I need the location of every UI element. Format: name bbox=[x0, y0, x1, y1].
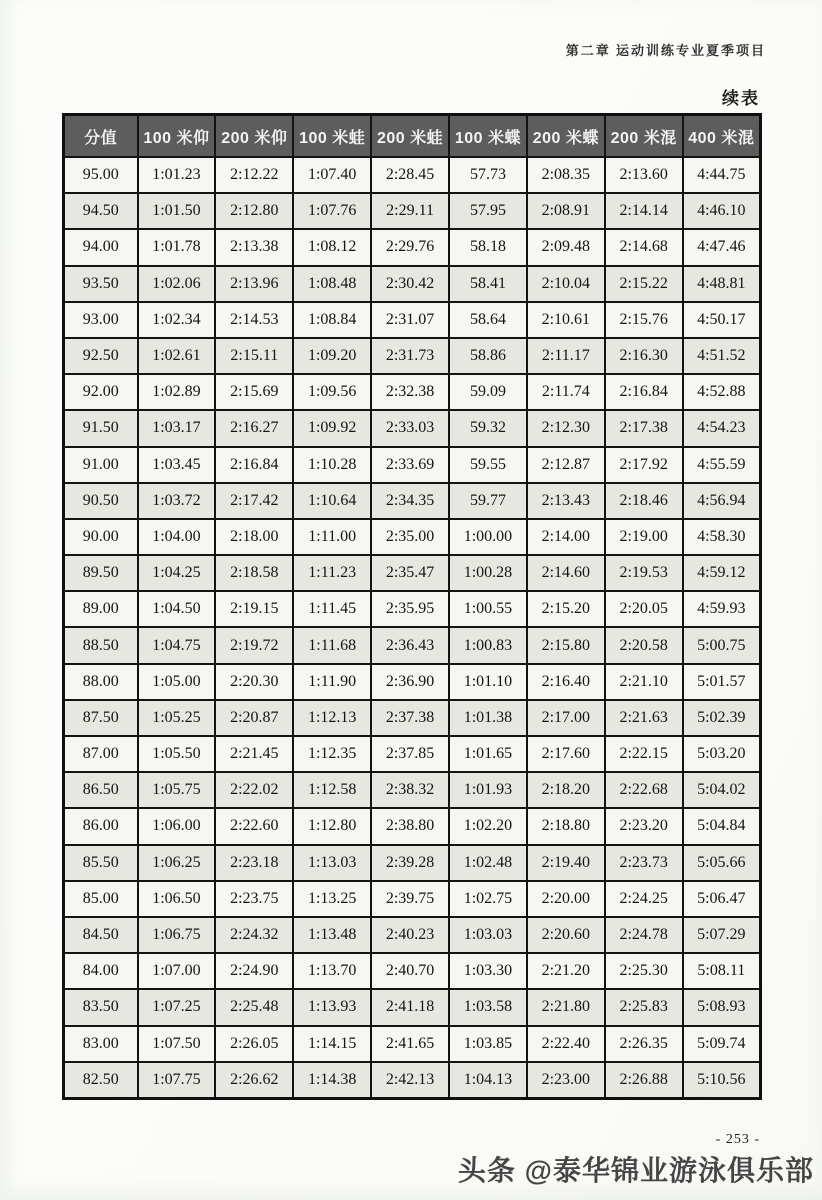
table-row bbox=[64, 953, 761, 989]
time-cell: 2:14.53 bbox=[215, 302, 293, 338]
score-cell: 95.00 bbox=[64, 157, 138, 193]
table-row bbox=[64, 845, 761, 881]
time-cell: 1:01.65 bbox=[449, 736, 527, 772]
time-cell: 5:02.39 bbox=[683, 700, 761, 736]
time-cell: 2:40.70 bbox=[371, 953, 449, 989]
score-cell: 93.50 bbox=[64, 266, 138, 302]
time-cell: 1:13.03 bbox=[293, 845, 371, 881]
time-cell: 59.77 bbox=[449, 483, 527, 519]
table-row bbox=[64, 772, 761, 808]
time-cell: 4:46.10 bbox=[683, 193, 761, 229]
time-cell: 1:04.25 bbox=[138, 555, 216, 591]
time-cell: 2:12.30 bbox=[527, 410, 605, 446]
time-cell: 2:17.92 bbox=[605, 447, 683, 483]
table-row bbox=[64, 229, 761, 265]
time-cell: 2:15.22 bbox=[605, 266, 683, 302]
time-cell: 1:06.75 bbox=[138, 917, 216, 953]
time-cell: 5:08.11 bbox=[683, 953, 761, 989]
time-cell: 1:04.75 bbox=[138, 627, 216, 663]
time-cell: 2:33.69 bbox=[371, 447, 449, 483]
time-cell: 2:38.80 bbox=[371, 808, 449, 844]
time-cell: 2:40.23 bbox=[371, 917, 449, 953]
time-cell: 2:21.63 bbox=[605, 700, 683, 736]
time-cell: 4:47.46 bbox=[683, 229, 761, 265]
table-row bbox=[64, 338, 761, 374]
score-table-body bbox=[64, 157, 761, 1098]
time-cell: 2:30.42 bbox=[371, 266, 449, 302]
time-cell: 2:19.53 bbox=[605, 555, 683, 591]
time-cell: 2:20.58 bbox=[605, 627, 683, 663]
time-cell: 2:21.10 bbox=[605, 664, 683, 700]
table-row bbox=[64, 591, 761, 627]
time-cell: 2:15.20 bbox=[527, 591, 605, 627]
time-cell: 1:01.78 bbox=[138, 229, 216, 265]
time-cell: 1:02.06 bbox=[138, 266, 216, 302]
score-cell: 89.50 bbox=[64, 555, 138, 591]
time-cell: 59.55 bbox=[449, 447, 527, 483]
time-cell: 2:39.75 bbox=[371, 881, 449, 917]
time-cell: 4:59.12 bbox=[683, 555, 761, 591]
time-cell: 2:20.30 bbox=[215, 664, 293, 700]
time-cell: 5:10.56 bbox=[683, 1062, 761, 1099]
time-cell: 1:12.80 bbox=[293, 808, 371, 844]
time-cell: 5:07.29 bbox=[683, 917, 761, 953]
time-cell: 1:09.92 bbox=[293, 410, 371, 446]
time-cell: 5:09.74 bbox=[683, 1026, 761, 1062]
time-cell: 2:14.00 bbox=[527, 519, 605, 555]
time-cell: 1:07.76 bbox=[293, 193, 371, 229]
time-cell: 1:03.30 bbox=[449, 953, 527, 989]
time-cell: 1:06.50 bbox=[138, 881, 216, 917]
time-cell: 1:02.20 bbox=[449, 808, 527, 844]
time-cell: 1:00.83 bbox=[449, 627, 527, 663]
time-cell: 4:58.30 bbox=[683, 519, 761, 555]
time-cell: 1:04.00 bbox=[138, 519, 216, 555]
time-cell: 2:14.14 bbox=[605, 193, 683, 229]
time-cell: 2:20.60 bbox=[527, 917, 605, 953]
time-cell: 2:11.17 bbox=[527, 338, 605, 374]
time-cell: 1:03.85 bbox=[449, 1026, 527, 1062]
time-cell: 4:54.23 bbox=[683, 410, 761, 446]
time-cell: 2:18.20 bbox=[527, 772, 605, 808]
time-cell: 2:20.05 bbox=[605, 591, 683, 627]
time-cell: 2:21.45 bbox=[215, 736, 293, 772]
time-cell: 59.32 bbox=[449, 410, 527, 446]
score-table-head bbox=[64, 115, 761, 158]
time-cell: 1:04.50 bbox=[138, 591, 216, 627]
time-cell: 2:34.35 bbox=[371, 483, 449, 519]
time-cell: 1:10.64 bbox=[293, 483, 371, 519]
time-cell: 4:51.52 bbox=[683, 338, 761, 374]
time-cell: 1:01.23 bbox=[138, 157, 216, 193]
time-cell: 2:23.73 bbox=[605, 845, 683, 881]
time-cell: 1:11.90 bbox=[293, 664, 371, 700]
running-header: 第二章 运动训练专业夏季项目 bbox=[565, 43, 766, 58]
column-header: 200 米混 bbox=[605, 115, 683, 158]
score-cell: 94.00 bbox=[64, 229, 138, 265]
score-cell: 83.00 bbox=[64, 1026, 138, 1062]
time-cell: 2:18.46 bbox=[605, 483, 683, 519]
score-cell: 91.50 bbox=[64, 410, 138, 446]
time-cell: 2:28.45 bbox=[371, 157, 449, 193]
time-cell: 2:39.28 bbox=[371, 845, 449, 881]
score-cell: 94.50 bbox=[64, 193, 138, 229]
time-cell: 2:16.84 bbox=[215, 447, 293, 483]
score-cell: 85.00 bbox=[64, 881, 138, 917]
time-cell: 2:14.68 bbox=[605, 229, 683, 265]
time-cell: 2:18.00 bbox=[215, 519, 293, 555]
column-header: 200 米蝶 bbox=[527, 115, 605, 158]
time-cell: 1:07.40 bbox=[293, 157, 371, 193]
time-cell: 2:37.38 bbox=[371, 700, 449, 736]
header-row bbox=[64, 115, 761, 158]
time-cell: 4:59.93 bbox=[683, 591, 761, 627]
table-row bbox=[64, 410, 761, 446]
table-row bbox=[64, 664, 761, 700]
time-cell: 1:05.00 bbox=[138, 664, 216, 700]
time-cell: 58.86 bbox=[449, 338, 527, 374]
score-cell: 83.50 bbox=[64, 989, 138, 1025]
time-cell: 1:07.50 bbox=[138, 1026, 216, 1062]
time-cell: 1:07.75 bbox=[138, 1062, 216, 1099]
time-cell: 1:14.15 bbox=[293, 1026, 371, 1062]
time-cell: 2:22.15 bbox=[605, 736, 683, 772]
time-cell: 1:12.35 bbox=[293, 736, 371, 772]
time-cell: 2:18.58 bbox=[215, 555, 293, 591]
time-cell: 2:23.18 bbox=[215, 845, 293, 881]
time-cell: 2:24.90 bbox=[215, 953, 293, 989]
score-cell: 92.00 bbox=[64, 374, 138, 410]
time-cell: 2:26.35 bbox=[605, 1026, 683, 1062]
table-row bbox=[64, 447, 761, 483]
time-cell: 2:42.13 bbox=[371, 1062, 449, 1099]
time-cell: 1:07.25 bbox=[138, 989, 216, 1025]
time-cell: 2:15.76 bbox=[605, 302, 683, 338]
time-cell: 2:25.83 bbox=[605, 989, 683, 1025]
score-cell: 82.50 bbox=[64, 1062, 138, 1099]
time-cell: 2:20.87 bbox=[215, 700, 293, 736]
table-row bbox=[64, 374, 761, 410]
time-cell: 1:03.58 bbox=[449, 989, 527, 1025]
time-cell: 4:50.17 bbox=[683, 302, 761, 338]
time-cell: 1:11.68 bbox=[293, 627, 371, 663]
time-cell: 1:05.25 bbox=[138, 700, 216, 736]
time-cell: 2:36.90 bbox=[371, 664, 449, 700]
time-cell: 1:07.00 bbox=[138, 953, 216, 989]
time-cell: 2:23.20 bbox=[605, 808, 683, 844]
score-cell: 89.00 bbox=[64, 591, 138, 627]
time-cell: 2:26.05 bbox=[215, 1026, 293, 1062]
time-cell: 2:16.40 bbox=[527, 664, 605, 700]
time-cell: 1:11.00 bbox=[293, 519, 371, 555]
time-cell: 1:01.50 bbox=[138, 193, 216, 229]
time-cell: 2:11.74 bbox=[527, 374, 605, 410]
time-cell: 2:19.15 bbox=[215, 591, 293, 627]
time-cell: 1:00.28 bbox=[449, 555, 527, 591]
time-cell: 1:02.61 bbox=[138, 338, 216, 374]
time-cell: 2:13.38 bbox=[215, 229, 293, 265]
time-cell: 2:17.38 bbox=[605, 410, 683, 446]
time-cell: 2:38.32 bbox=[371, 772, 449, 808]
time-cell: 2:17.00 bbox=[527, 700, 605, 736]
time-cell: 2:26.88 bbox=[605, 1062, 683, 1099]
time-cell: 2:12.22 bbox=[215, 157, 293, 193]
table-row bbox=[64, 808, 761, 844]
column-header: 100 米蛙 bbox=[293, 115, 371, 158]
table-row bbox=[64, 302, 761, 338]
time-cell: 2:19.40 bbox=[527, 845, 605, 881]
time-cell: 2:13.60 bbox=[605, 157, 683, 193]
time-cell: 2:10.61 bbox=[527, 302, 605, 338]
time-cell: 2:29.76 bbox=[371, 229, 449, 265]
time-cell: 1:04.13 bbox=[449, 1062, 527, 1099]
time-cell: 4:52.88 bbox=[683, 374, 761, 410]
time-cell: 4:56.94 bbox=[683, 483, 761, 519]
time-cell: 2:26.62 bbox=[215, 1062, 293, 1099]
time-cell: 1:08.84 bbox=[293, 302, 371, 338]
time-cell: 2:12.87 bbox=[527, 447, 605, 483]
column-header: 400 米混 bbox=[683, 115, 761, 158]
time-cell: 58.41 bbox=[449, 266, 527, 302]
time-cell: 2:13.43 bbox=[527, 483, 605, 519]
time-cell: 2:17.60 bbox=[527, 736, 605, 772]
time-cell: 1:01.10 bbox=[449, 664, 527, 700]
time-cell: 2:22.60 bbox=[215, 808, 293, 844]
time-cell: 58.64 bbox=[449, 302, 527, 338]
time-cell: 2:36.43 bbox=[371, 627, 449, 663]
score-cell: 88.50 bbox=[64, 627, 138, 663]
time-cell: 5:04.84 bbox=[683, 808, 761, 844]
time-cell: 2:08.91 bbox=[527, 193, 605, 229]
column-header: 分值 bbox=[64, 115, 138, 158]
time-cell: 4:48.81 bbox=[683, 266, 761, 302]
time-cell: 2:25.48 bbox=[215, 989, 293, 1025]
table-row bbox=[64, 1026, 761, 1062]
score-cell: 88.00 bbox=[64, 664, 138, 700]
time-cell: 1:03.03 bbox=[449, 917, 527, 953]
time-cell: 4:55.59 bbox=[683, 447, 761, 483]
column-header: 100 米仰 bbox=[138, 115, 216, 158]
time-cell: 1:02.89 bbox=[138, 374, 216, 410]
time-cell: 5:03.20 bbox=[683, 736, 761, 772]
time-cell: 1:08.12 bbox=[293, 229, 371, 265]
time-cell: 1:03.72 bbox=[138, 483, 216, 519]
time-cell: 1:06.00 bbox=[138, 808, 216, 844]
time-cell: 1:13.93 bbox=[293, 989, 371, 1025]
time-cell: 5:05.66 bbox=[683, 845, 761, 881]
time-cell: 1:09.56 bbox=[293, 374, 371, 410]
time-cell: 2:25.30 bbox=[605, 953, 683, 989]
score-cell: 87.50 bbox=[64, 700, 138, 736]
time-cell: 2:18.80 bbox=[527, 808, 605, 844]
time-cell: 2:22.02 bbox=[215, 772, 293, 808]
time-cell: 2:16.30 bbox=[605, 338, 683, 374]
time-cell: 1:12.58 bbox=[293, 772, 371, 808]
time-cell: 2:22.40 bbox=[527, 1026, 605, 1062]
time-cell: 2:23.00 bbox=[527, 1062, 605, 1099]
time-cell: 2:15.11 bbox=[215, 338, 293, 374]
column-header: 200 米仰 bbox=[215, 115, 293, 158]
table-row bbox=[64, 483, 761, 519]
time-cell: 2:31.07 bbox=[371, 302, 449, 338]
table-row bbox=[64, 1062, 761, 1099]
time-cell: 58.18 bbox=[449, 229, 527, 265]
table-row bbox=[64, 193, 761, 229]
time-cell: 1:13.70 bbox=[293, 953, 371, 989]
time-cell: 2:20.00 bbox=[527, 881, 605, 917]
time-cell: 2:17.42 bbox=[215, 483, 293, 519]
watermark: 头条 @泰华锦业游泳俱乐部 bbox=[457, 1155, 814, 1186]
score-cell: 92.50 bbox=[64, 338, 138, 374]
time-cell: 1:11.23 bbox=[293, 555, 371, 591]
time-cell: 2:23.75 bbox=[215, 881, 293, 917]
time-cell: 2:24.78 bbox=[605, 917, 683, 953]
score-cell: 84.50 bbox=[64, 917, 138, 953]
time-cell: 2:41.18 bbox=[371, 989, 449, 1025]
time-cell: 1:06.25 bbox=[138, 845, 216, 881]
table-row bbox=[64, 917, 761, 953]
time-cell: 1:13.48 bbox=[293, 917, 371, 953]
time-cell: 1:10.28 bbox=[293, 447, 371, 483]
score-cell: 90.50 bbox=[64, 483, 138, 519]
time-cell: 1:01.38 bbox=[449, 700, 527, 736]
score-table bbox=[62, 113, 762, 1100]
time-cell: 57.73 bbox=[449, 157, 527, 193]
time-cell: 2:31.73 bbox=[371, 338, 449, 374]
time-cell: 1:13.25 bbox=[293, 881, 371, 917]
time-cell: 2:37.85 bbox=[371, 736, 449, 772]
time-cell: 2:35.00 bbox=[371, 519, 449, 555]
table-row bbox=[64, 700, 761, 736]
time-cell: 5:06.47 bbox=[683, 881, 761, 917]
time-cell: 2:33.03 bbox=[371, 410, 449, 446]
time-cell: 1:09.20 bbox=[293, 338, 371, 374]
time-cell: 1:05.75 bbox=[138, 772, 216, 808]
time-cell: 2:32.38 bbox=[371, 374, 449, 410]
page-number: - 253 - bbox=[715, 1132, 760, 1147]
table-row bbox=[64, 519, 761, 555]
time-cell: 2:24.32 bbox=[215, 917, 293, 953]
time-cell: 2:16.84 bbox=[605, 374, 683, 410]
time-cell: 5:01.57 bbox=[683, 664, 761, 700]
time-cell: 2:35.95 bbox=[371, 591, 449, 627]
time-cell: 2:15.69 bbox=[215, 374, 293, 410]
time-cell: 2:12.80 bbox=[215, 193, 293, 229]
table-row bbox=[64, 157, 761, 193]
table-row bbox=[64, 736, 761, 772]
time-cell: 2:10.04 bbox=[527, 266, 605, 302]
score-cell: 87.00 bbox=[64, 736, 138, 772]
continued-table-label: 续表 bbox=[722, 89, 760, 108]
time-cell: 2:22.68 bbox=[605, 772, 683, 808]
time-cell: 2:15.80 bbox=[527, 627, 605, 663]
column-header: 200 米蛙 bbox=[371, 115, 449, 158]
time-cell: 5:00.75 bbox=[683, 627, 761, 663]
time-cell: 1:03.17 bbox=[138, 410, 216, 446]
time-cell: 5:04.02 bbox=[683, 772, 761, 808]
time-cell: 57.95 bbox=[449, 193, 527, 229]
time-cell: 1:03.45 bbox=[138, 447, 216, 483]
time-cell: 2:13.96 bbox=[215, 266, 293, 302]
score-cell: 91.00 bbox=[64, 447, 138, 483]
score-cell: 84.00 bbox=[64, 953, 138, 989]
table-row bbox=[64, 627, 761, 663]
time-cell: 2:19.00 bbox=[605, 519, 683, 555]
time-cell: 2:24.25 bbox=[605, 881, 683, 917]
time-cell: 2:08.35 bbox=[527, 157, 605, 193]
table-row bbox=[64, 989, 761, 1025]
time-cell: 2:21.20 bbox=[527, 953, 605, 989]
score-cell: 86.50 bbox=[64, 772, 138, 808]
time-cell: 1:12.13 bbox=[293, 700, 371, 736]
time-cell: 1:02.75 bbox=[449, 881, 527, 917]
time-cell: 2:29.11 bbox=[371, 193, 449, 229]
time-cell: 2:16.27 bbox=[215, 410, 293, 446]
time-cell: 1:14.38 bbox=[293, 1062, 371, 1099]
time-cell: 1:11.45 bbox=[293, 591, 371, 627]
table-row bbox=[64, 555, 761, 591]
time-cell: 1:01.93 bbox=[449, 772, 527, 808]
score-cell: 93.00 bbox=[64, 302, 138, 338]
time-cell: 1:05.50 bbox=[138, 736, 216, 772]
score-cell: 90.00 bbox=[64, 519, 138, 555]
time-cell: 2:35.47 bbox=[371, 555, 449, 591]
time-cell: 2:41.65 bbox=[371, 1026, 449, 1062]
time-cell: 2:09.48 bbox=[527, 229, 605, 265]
time-cell: 4:44.75 bbox=[683, 157, 761, 193]
time-cell: 59.09 bbox=[449, 374, 527, 410]
time-cell: 2:21.80 bbox=[527, 989, 605, 1025]
score-cell: 85.50 bbox=[64, 845, 138, 881]
score-cell: 86.00 bbox=[64, 808, 138, 844]
time-cell: 1:08.48 bbox=[293, 266, 371, 302]
time-cell: 1:00.55 bbox=[449, 591, 527, 627]
time-cell: 1:02.48 bbox=[449, 845, 527, 881]
table-row bbox=[64, 881, 761, 917]
time-cell: 2:14.60 bbox=[527, 555, 605, 591]
time-cell: 1:00.00 bbox=[449, 519, 527, 555]
table-row bbox=[64, 266, 761, 302]
time-cell: 2:19.72 bbox=[215, 627, 293, 663]
column-header: 100 米蝶 bbox=[449, 115, 527, 158]
time-cell: 1:02.34 bbox=[138, 302, 216, 338]
time-cell: 5:08.93 bbox=[683, 989, 761, 1025]
